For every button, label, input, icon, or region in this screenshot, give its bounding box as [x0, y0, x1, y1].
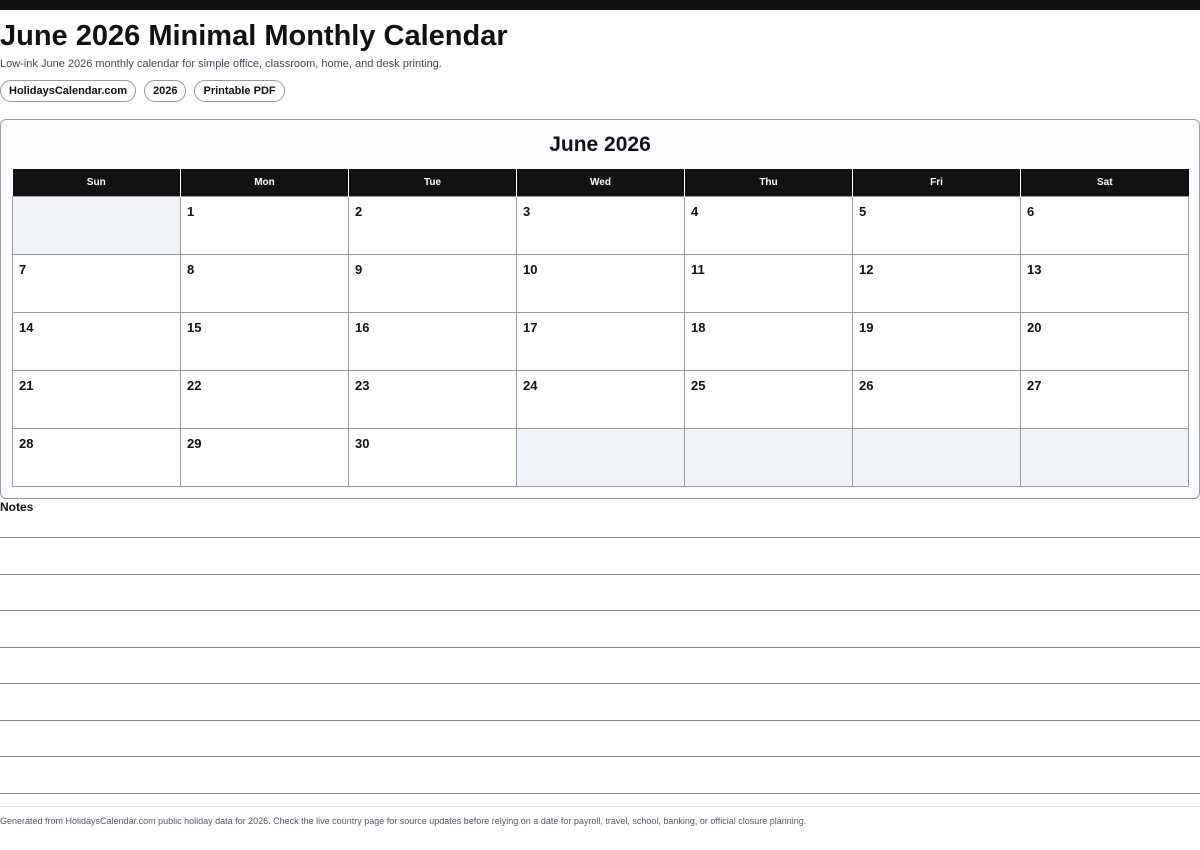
note-line[interactable]: [0, 793, 1200, 794]
day-number: 6: [1027, 204, 1035, 219]
day-cell[interactable]: [1021, 197, 1189, 255]
note-line[interactable]: [0, 756, 1200, 757]
day-number: 13: [1027, 262, 1042, 277]
day-number: 17: [523, 320, 538, 335]
weekday-header: Fri: [853, 169, 1021, 197]
day-cell[interactable]: [349, 429, 517, 487]
day-number: 22: [187, 378, 202, 393]
day-cell[interactable]: [349, 197, 517, 255]
footer-disclaimer: Generated from HolidaysCalendar.com public holiday data for 2026. Check the live country page for source updates before relying on a date for payroll, travel, school, banking, or official closure planning.: [0, 816, 807, 826]
weekday-header: Thu: [685, 169, 853, 197]
day-number: 8: [187, 262, 195, 277]
day-number: 15: [187, 320, 202, 335]
day-number: 10: [523, 262, 538, 277]
week-row: [13, 313, 1189, 371]
day-number: 21: [19, 378, 34, 393]
day-cell[interactable]: [1021, 313, 1189, 371]
top-bar: [0, 0, 1200, 10]
footer-divider: [0, 806, 1200, 807]
week-row: [13, 429, 1189, 487]
day-cell[interactable]: [181, 429, 349, 487]
day-number: 1: [187, 204, 195, 219]
week-row: [13, 371, 1189, 429]
empty-day-cell: [1021, 429, 1189, 487]
day-cell[interactable]: [349, 313, 517, 371]
chip-row: [0, 80, 285, 102]
day-cell[interactable]: [1021, 371, 1189, 429]
week-row: [13, 255, 1189, 313]
day-cell[interactable]: [13, 429, 181, 487]
chip-printable-pdf-link[interactable]: Printable PDF: [194, 80, 284, 102]
day-number: 4: [691, 204, 699, 219]
day-cell[interactable]: [517, 313, 685, 371]
day-cell[interactable]: [853, 371, 1021, 429]
note-line[interactable]: [0, 610, 1200, 611]
notes-title: Notes: [0, 500, 34, 514]
day-cell[interactable]: [517, 255, 685, 313]
chip-holidayscalendar-link[interactable]: HolidaysCalendar.com: [0, 80, 136, 102]
day-cell[interactable]: [181, 313, 349, 371]
day-cell[interactable]: [13, 313, 181, 371]
note-line[interactable]: [0, 720, 1200, 721]
day-number: 24: [523, 378, 538, 393]
weekday-header: Wed: [517, 169, 685, 197]
empty-day-cell: [517, 429, 685, 487]
day-cell[interactable]: [181, 371, 349, 429]
day-cell[interactable]: [13, 371, 181, 429]
weekday-header: Sat: [1021, 169, 1189, 197]
weekday-header: Sun: [13, 169, 181, 197]
day-cell[interactable]: [1021, 255, 1189, 313]
note-line[interactable]: [0, 683, 1200, 684]
chip-year-link[interactable]: 2026: [144, 80, 186, 102]
empty-day-cell: [853, 429, 1021, 487]
day-number: 26: [859, 378, 874, 393]
day-cell[interactable]: [685, 197, 853, 255]
day-cell[interactable]: [853, 313, 1021, 371]
day-cell[interactable]: [349, 371, 517, 429]
day-number: 30: [355, 436, 370, 451]
day-number: 3: [523, 204, 531, 219]
day-cell[interactable]: [685, 371, 853, 429]
calendar-month-title: June 2026: [549, 133, 651, 156]
day-number: 28: [19, 436, 34, 451]
day-number: 9: [355, 262, 363, 277]
day-cell[interactable]: [517, 371, 685, 429]
note-line[interactable]: [0, 537, 1200, 538]
calendar-card: [0, 119, 1200, 499]
day-cell[interactable]: [349, 255, 517, 313]
day-number: 19: [859, 320, 874, 335]
day-number: 14: [19, 320, 34, 335]
day-cell[interactable]: [853, 255, 1021, 313]
weekday-header: Mon: [181, 169, 349, 197]
weekday-header-row: [13, 169, 1189, 197]
day-cell[interactable]: [517, 197, 685, 255]
day-number: 29: [187, 436, 202, 451]
calendar-grid: [12, 169, 1189, 487]
calendar-body: [13, 197, 1189, 487]
empty-day-cell: [685, 429, 853, 487]
day-number: 27: [1027, 378, 1042, 393]
day-cell[interactable]: [181, 255, 349, 313]
day-cell[interactable]: [685, 255, 853, 313]
day-number: 2: [355, 204, 363, 219]
week-row: [13, 197, 1189, 255]
page-title: June 2026 Minimal Monthly Calendar: [0, 20, 508, 52]
day-number: 16: [355, 320, 370, 335]
empty-day-cell: [13, 197, 181, 255]
day-number: 12: [859, 262, 874, 277]
day-number: 5: [859, 204, 867, 219]
weekday-header: Tue: [349, 169, 517, 197]
day-cell[interactable]: [13, 255, 181, 313]
day-number: 18: [691, 320, 706, 335]
day-cell[interactable]: [181, 197, 349, 255]
day-cell[interactable]: [853, 197, 1021, 255]
day-number: 11: [691, 262, 705, 277]
day-number: 25: [691, 378, 706, 393]
page-subtitle: Low-ink June 2026 monthly calendar for simple office, classroom, home, and desk printing.: [0, 58, 442, 70]
note-line[interactable]: [0, 647, 1200, 648]
day-number: 20: [1027, 320, 1042, 335]
note-line[interactable]: [0, 574, 1200, 575]
day-number: 23: [355, 378, 370, 393]
day-cell[interactable]: [685, 313, 853, 371]
day-number: 7: [19, 262, 27, 277]
